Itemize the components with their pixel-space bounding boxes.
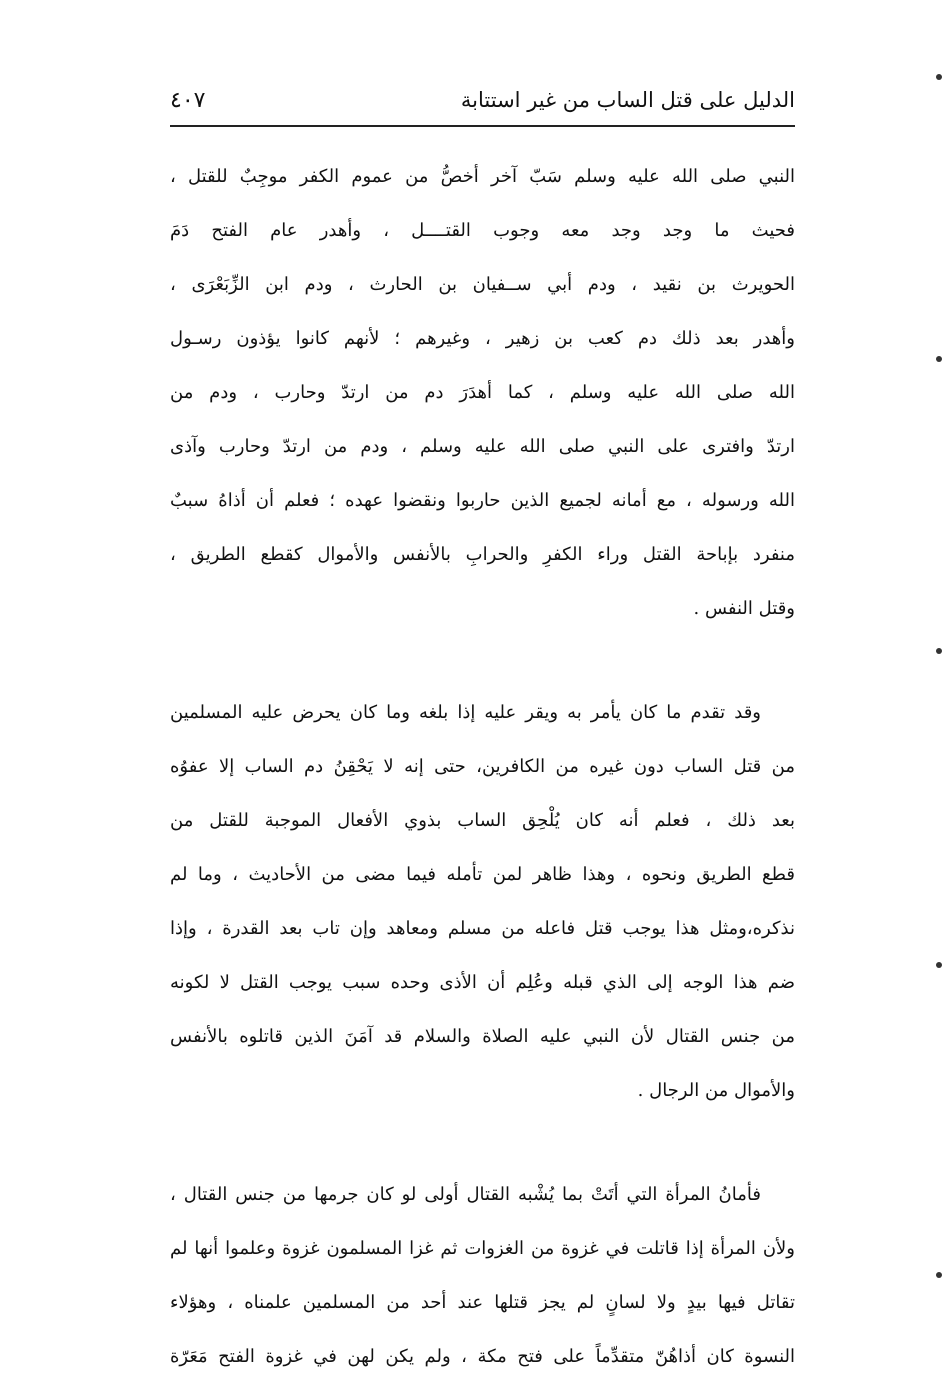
page-header (170, 78, 795, 122)
paragraph-1 (170, 150, 795, 636)
text-line: وقتل النفس . (693, 598, 795, 619)
text-line: الحويرث بن نقيد ، ودم أبي ســفيان بن الحارث ، ودم ابن الزِّبَعْرَى ، (170, 274, 795, 295)
text-line: نذكره،ومثل هذا يوجب قتل فاعله من مسلم ومعاهد وإن تاب بعد القدرة ، وإذا (170, 918, 795, 939)
page-number: ٤٠٧ (170, 87, 206, 113)
paragraph-gap (170, 1118, 795, 1168)
running-title: الدليل على قتل الساب من غير استتابة (460, 88, 795, 112)
paragraph-2 (170, 686, 795, 1118)
text-line: من جنس القتال لأن النبي عليه الصلاة والسلام قد آمَنَ الذين قاتلوه بالأنفس (170, 1026, 795, 1047)
body-text (170, 150, 795, 1384)
header-rule (170, 125, 795, 127)
text-line: تقاتل فيها بيدٍ ولا لسانٍ لم يجز قتلها عند أحد من المسلمين علمناه ، وهؤلاء (170, 1292, 795, 1313)
scan-speck (936, 1272, 942, 1278)
text-line: من قتل الساب دون غيره من الكافرين، حتى إنه لا يَحْقِنُ دم الساب إلا عفوُه (170, 756, 795, 777)
text-line: بعد ذلك ، فعلم أنه كان يُلْحِق الساب بذوي الأفعال الموجبة للقتل من (170, 810, 795, 831)
text-line: ارتدّ وافترى على النبي صلى الله عليه وسلم ، ودم من ارتدّ وحارب وآذى (170, 436, 795, 457)
text-line: وأهدر بعد ذلك دم كعب بن زهير ، وغيرهم ؛ لأنهم كانوا يؤذون رسـول (170, 328, 795, 349)
text-line: النسوة كان أذاهُنّ متقدِّماً على فتح مكة ، ولم يكن لهن في غزوة الفتح مَعَرّة (170, 1346, 795, 1367)
text-line: منفرد بإباحة القتل وراء الكفرِ والحرابِ بالأنفس والأموال كقطع الطريق ، (170, 544, 795, 565)
text-line: ولأن المرأة إذا قاتلت في غزوة من الغزوات ثم غزا المسلمون غزوة وعلموا أنها لم (170, 1238, 795, 1259)
paragraph-gap (170, 636, 795, 686)
scan-speck (936, 74, 942, 80)
text-line: ضم هذا الوجه إلى الذي قبله وعُلِم أن الأذى وحده سبب يوجب القتل لا لكونه (170, 972, 795, 993)
scan-speck (936, 648, 942, 654)
scan-speck (936, 356, 942, 362)
paragraph-3 (170, 1168, 795, 1384)
text-line: فأمانُ المرأة التي أتَتْ بما يُشْبه القتال أولى لو كان جرمها من جنس القتال ، (170, 1184, 761, 1205)
text-line: والأموال من الرجال . (637, 1080, 795, 1101)
text-line: النبي صلى الله عليه وسلم سَبّ آخر أخصُّ من عموم الكفر موجِبٌ للقتل ، (170, 166, 795, 187)
text-line: الله صلى الله عليه وسلم ، كما أهدَرَ دم من ارتدّ وحارب ، ودم من (170, 382, 795, 403)
text-line: فحيث ما وجد وجد معه وجوب القتــــل ، وأهدر عام الفتح دَمَ (170, 220, 795, 241)
text-line: قطع الطريق ونحوه ، وهذا ظاهر لمن تأمله فيما مضى من الأحاديث ، وما لم (170, 864, 795, 885)
scan-speck (936, 962, 942, 968)
text-line: وقد تقدم ما كان يأمر به ويقر عليه إذا بلغه وما كان يحرض عليه المسلمين (170, 702, 761, 723)
text-line: الله ورسوله ، مع أمانه لجميع الذين حاربوا ونقضوا عهده ؛ فعلم أن أذاهُ سببٌ (170, 490, 795, 511)
